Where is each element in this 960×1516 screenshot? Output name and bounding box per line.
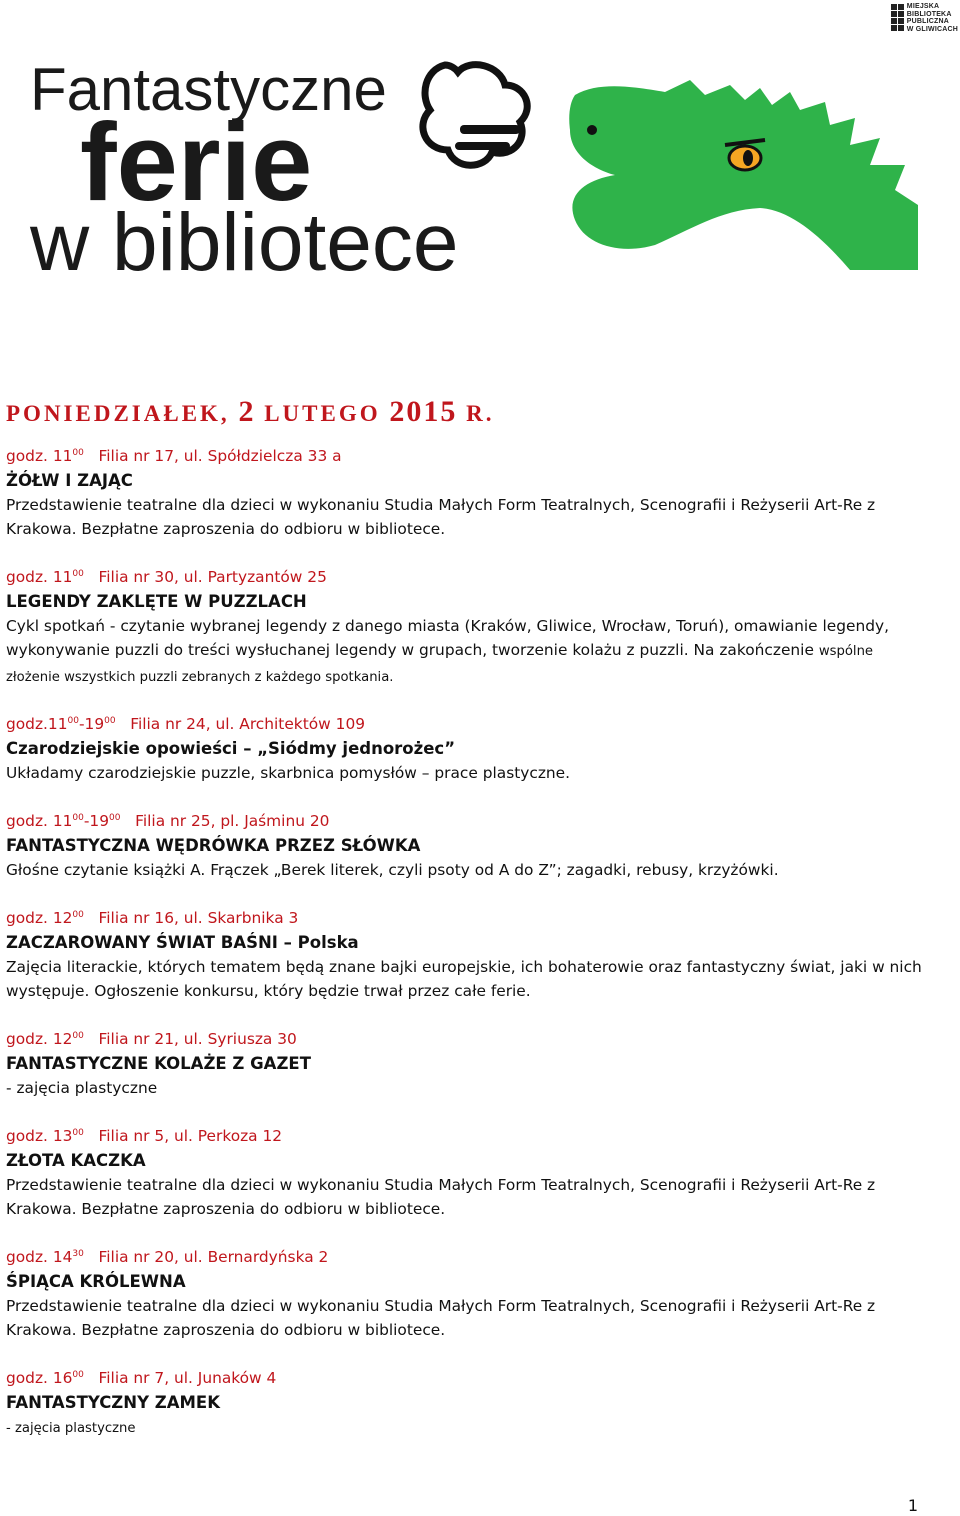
- event-title: Czarodziejskie opowieści – „Siódmy jednorożec”: [6, 739, 456, 758]
- event-time-minutes: 00: [72, 569, 84, 579]
- event-description: [6, 493, 926, 543]
- event-location: Filia nr 24, ul. Architektów 109: [130, 715, 366, 733]
- event-item: [6, 565, 926, 690]
- event-title: LEGENDY ZAKLĘTE W PUZZLACH: [6, 592, 307, 611]
- event-description: [6, 1173, 926, 1223]
- event-time-minutes: 30: [72, 1249, 84, 1259]
- event-description-text: Przedstawienie teatralne dla dzieci w wykonaniu Studia Małych Form Teatralnych, Scenografii i Reżyserii Art-Re z Krakowa. Bezpłatne zaproszenia do odbioru w bibliotece.: [6, 1297, 876, 1339]
- event-description: [6, 614, 926, 690]
- event-title: ZACZAROWANY ŚWIAT BAŚNI – Polska: [6, 933, 359, 952]
- library-logo-text: [907, 3, 958, 33]
- event-item: [6, 1245, 926, 1344]
- page-number: 1: [907, 1496, 918, 1515]
- event-time-location: [6, 1027, 926, 1051]
- event-time-end: -19: [78, 715, 105, 733]
- event-location: Filia nr 16, ul. Skarbnika 3: [98, 909, 299, 927]
- event-time-location: [6, 565, 926, 589]
- event-time-minutes: 00: [72, 448, 84, 458]
- event-time-minutes: 00: [72, 910, 84, 920]
- event-description-text: Przedstawienie teatralne dla dzieci w wykonaniu Studia Małych Form Teatralnych, Scenografii i Reżyserii Art-Re z Krakowa. Bezpłatne zaproszenia do odbioru w bibliotece.: [6, 496, 876, 538]
- event-item: [6, 906, 926, 1005]
- event-time-end-minutes: 00: [104, 716, 116, 726]
- dragon-head-icon: [569, 80, 918, 270]
- event-time: godz. 12: [6, 1030, 73, 1048]
- event-time: godz. 11: [6, 447, 73, 465]
- event-description: [6, 955, 926, 1005]
- event-time: godz. 16: [6, 1369, 73, 1387]
- library-logo: [891, 3, 958, 33]
- event-description-text: Przedstawienie teatralne dla dzieci w wykonaniu Studia Małych Form Teatralnych, Scenografii i Reżyserii Art-Re z Krakowa. Bezpłatne zaproszenia do odbioru w bibliotece.: [6, 1176, 876, 1218]
- day-heading: [6, 392, 494, 434]
- banner-title-line1: Fantastyczne: [30, 56, 387, 123]
- event-item: [6, 444, 926, 543]
- event-description: [6, 761, 926, 787]
- library-logo-line: W GLIWICACH: [906, 25, 958, 33]
- event-time-location: [6, 906, 926, 930]
- event-item: [6, 1366, 926, 1441]
- dragon-icon: [569, 80, 918, 270]
- event-item: [6, 712, 926, 787]
- event-time-minutes: 00: [67, 716, 79, 726]
- event-item: [6, 809, 926, 884]
- event-description: [6, 1415, 926, 1441]
- heading-day-number: 2: [238, 395, 256, 428]
- event-title: ZŁOTA KACZKA: [6, 1151, 146, 1170]
- event-description-text: Głośne czytanie książki A. Frączek „Berek literek, czyli psoty od A do Z”; zagadki, rebusy, krzyżówki.: [6, 861, 779, 879]
- event-location: Filia nr 20, ul. Bernardyńska 2: [98, 1248, 329, 1266]
- smoke-line-icon: [460, 125, 520, 134]
- event-time-location: [6, 444, 926, 468]
- event-time: godz.11: [6, 715, 68, 733]
- event-location: Filia nr 7, ul. Junaków 4: [98, 1369, 277, 1387]
- event-time-location: [6, 1366, 926, 1390]
- event-description-small: - zajęcia plastyczne: [6, 1421, 136, 1436]
- library-logo-mark: [891, 4, 904, 31]
- dragon-nostril-icon: [587, 125, 597, 135]
- event-list: [6, 444, 926, 1463]
- event-description: [6, 1076, 926, 1102]
- event-time-minutes: 00: [72, 1370, 84, 1380]
- banner: [0, 30, 960, 290]
- event-time: godz. 11: [6, 812, 73, 830]
- event-time-minutes: 00: [72, 1031, 84, 1041]
- event-time-minutes: 00: [72, 1128, 84, 1138]
- event-time: godz. 14: [6, 1248, 73, 1266]
- event-description: [6, 858, 926, 884]
- heading-suffix: R.: [457, 401, 495, 426]
- event-title: ŻÓŁW I ZAJĄC: [6, 471, 133, 490]
- library-logo-line: PUBLICZNA: [906, 18, 950, 25]
- event-title: FANTASTYCZNA WĘDRÓWKA PRZEZ SŁÓWKA: [6, 836, 421, 855]
- heading-year: 2015: [389, 395, 458, 428]
- event-time-location: [6, 712, 926, 736]
- event-location: Filia nr 25, pl. Jaśminu 20: [135, 812, 330, 830]
- event-time: godz. 13: [6, 1127, 73, 1145]
- event-item: [6, 1124, 926, 1223]
- event-time: godz. 11: [6, 568, 73, 586]
- event-description: [6, 1294, 926, 1344]
- event-time-location: [6, 809, 926, 833]
- event-time-end-minutes: 00: [109, 813, 121, 823]
- banner-title-line2: ferie: [80, 101, 313, 224]
- library-logo-line: BIBLIOTEKA: [906, 10, 952, 18]
- event-description-text: - zajęcia plastyczne: [6, 1079, 158, 1097]
- event-title: FANTASTYCZNE KOLAŻE Z GAZET: [6, 1054, 311, 1073]
- event-location: Filia nr 30, ul. Partyzantów 25: [98, 568, 327, 586]
- event-location: Filia nr 5, ul. Perkoza 12: [98, 1127, 283, 1145]
- event-time-location: [6, 1245, 926, 1269]
- event-time: godz. 12: [6, 909, 73, 927]
- dragon-pupil-icon: [743, 150, 753, 166]
- event-time-end: -19: [83, 812, 109, 830]
- banner-title-line3: w bibliotece: [30, 197, 459, 288]
- heading-month: LUTEGO: [255, 401, 390, 426]
- event-description-small: wspólne złożenie wszystkich puzzli zebranych z każdego spotkania.: [6, 644, 874, 685]
- event-title: FANTASTYCZNY ZAMEK: [6, 1393, 220, 1412]
- event-time-location: [6, 1124, 926, 1148]
- event-description-text: Układamy czarodziejskie puzzle, skarbnica pomysłów – prace plastyczne.: [6, 764, 571, 782]
- event-description-text: Cykl spotkań - czytanie wybranej legendy z danego miasta (Kraków, Gliwice, Wrocław, Toruń), omawianie legendy, wykonywanie puzzli do treści wysłuchanej legendy w grupach, tworzenie kolażu z puzzli. Na zakończenie: [6, 617, 890, 659]
- smoke-cloud-icon: [423, 65, 527, 166]
- event-title: ŚPIĄCA KRÓLEWNA: [6, 1272, 186, 1291]
- event-time-minutes: 00: [72, 813, 84, 823]
- heading-weekday: PONIEDZIAŁEK,: [6, 401, 239, 426]
- smoke-line-icon: [455, 142, 510, 150]
- event-location: Filia nr 21, ul. Syriusza 30: [98, 1030, 297, 1048]
- event-item: [6, 1027, 926, 1102]
- library-logo-line: MIEJSKA: [906, 3, 940, 10]
- event-location: Filia nr 17, ul. Spółdzielcza 33 a: [98, 447, 342, 465]
- event-description-text: Zajęcia literackie, których tematem będą znane bajki europejskie, ich bohaterowie oraz fantastyczny świat, jaki w nich występuje. Ogłoszenie konkursu, który będzie trwał przez całe ferie.: [6, 958, 922, 1000]
